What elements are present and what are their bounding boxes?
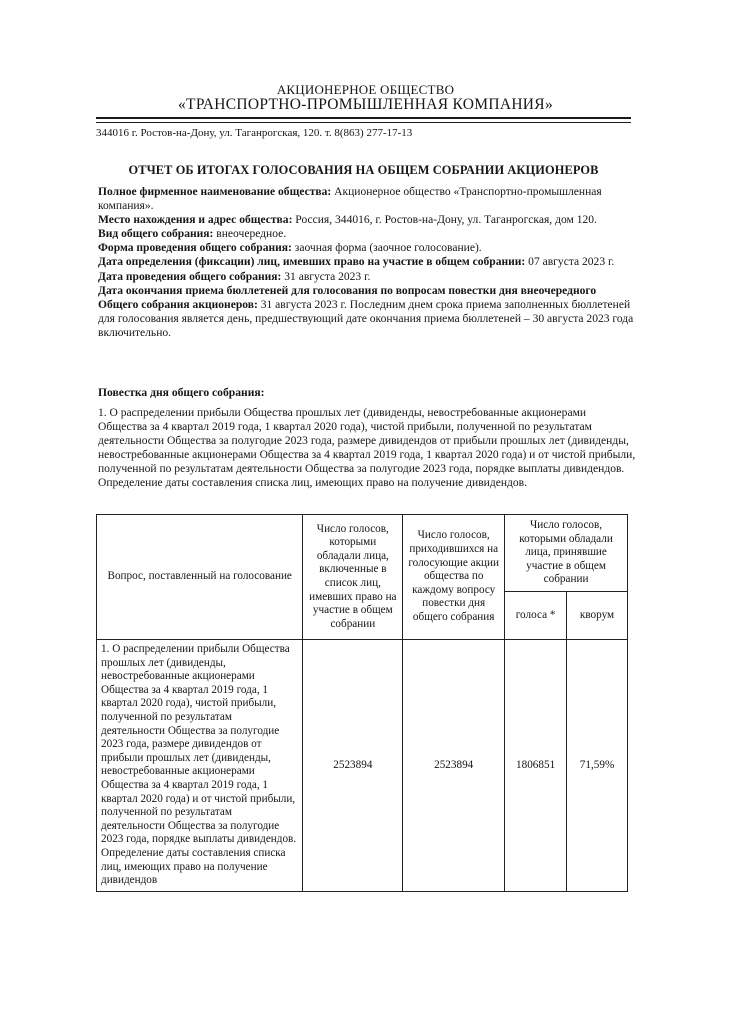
full-name-value: Акционерное общество «Транспортно-промышленная компания». xyxy=(98,186,602,213)
table-header-row xyxy=(97,515,628,592)
record-date-value: 07 августа 2023 г. xyxy=(525,256,615,269)
meeting-form-value: заочная форма (заочное голосование). xyxy=(291,242,482,255)
meeting-date-label: Дата проведения общего собрания: xyxy=(98,270,282,283)
meeting-info xyxy=(98,185,638,340)
header-rule-thick xyxy=(96,117,631,119)
header-question: Вопрос, поставленный на голосование xyxy=(97,515,303,640)
row-votes: 1806851 xyxy=(505,640,567,892)
meeting-date-value: 31 августа 2023 г. xyxy=(281,270,371,283)
row-votes-total: 2523894 xyxy=(303,640,403,892)
header-votes: голоса * xyxy=(505,591,567,639)
agenda-heading: Повестка дня общего собрания: xyxy=(98,386,265,399)
meeting-form-line xyxy=(98,241,638,255)
row-votes-per-item: 2523894 xyxy=(403,640,505,892)
meeting-date-line xyxy=(98,270,638,284)
row-quorum: 71,59% xyxy=(567,640,628,892)
org-address: 344016 г. Ростов-на-Дону, ул. Таганрогская, 120. т. 8(863) 277-17-13 xyxy=(96,127,413,139)
voting-results-table xyxy=(96,514,628,892)
location-label: Место нахождения и адрес общества: xyxy=(98,214,293,227)
row-question: 1. О распределении прибыли Общества прошлых лет (дивиденды, невостребованные акционерами Общества за 4 квартал 2019 года, 1 квартал 2020 года), чистой прибыли, полученной по результатам деятельности Общества за полугодие 2023 года, размере дивидендов от прибыли прошлых лет (дивиденды, невостребованные акционерами Общества за 4 квартал 2019 года, 1 квартал 2020 года) и от чистой прибыли, полученной по результатам деятельности Общества за полугодие 2023 года, порядке выплаты дивидендов. Определение даты составления списка лиц, имеющих право на получение дивидендов xyxy=(97,640,303,892)
full-name-line xyxy=(98,185,638,213)
org-type: АКЦИОНЕРНОЕ ОБЩЕСТВО xyxy=(276,82,455,97)
report-title: ОТЧЕТ ОБ ИТОГАХ ГОЛОСОВАНИЯ НА ОБЩЕМ СОБРАНИИ АКЦИОНЕРОВ xyxy=(128,163,599,177)
location-line xyxy=(98,213,638,227)
record-date-label: Дата определения (фиксации) лиц, имевших право на участие в общем собрании: xyxy=(98,256,526,269)
meeting-form-label: Форма проведения общего собрания: xyxy=(98,242,292,255)
ballot-deadline-line xyxy=(98,284,638,340)
org-name: «ТРАНСПОРТНО-ПРОМЫШЛЕННАЯ КОМПАНИЯ» xyxy=(178,96,553,113)
agenda-item-1: 1. О распределении прибыли Общества прошлых лет (дивиденды, невостребованные акционерами Общества за 4 квартал 2019 года, 1 квартал 2020 года), чистой прибыли, полученной по результатам деятельности Общества за полугодие 2023 года, размере дивидендов от прибыли прошлых лет (дивиденды, невостребованные акционерами Общества за 4 квартал 2019 года, 1 квартал 2020 года) и от чистой прибыли, полученной по результатам деятельности Общества за полугодие 2023 года, порядке выплаты дивидендов. Определение даты составления списка лиц, имеющих право на получение дивидендов. xyxy=(98,407,636,490)
location-value: Россия, 344016, г. Ростов-на-Дону, ул. Таганрогская, дом 120. xyxy=(292,214,597,227)
table-row xyxy=(97,640,628,892)
full-name-label: Полное фирменное наименование общества: xyxy=(98,186,332,198)
meeting-type-value: внеочередное. xyxy=(213,228,287,241)
ballot-deadline-value: 31 августа 2023 г. Последним днем срока приема заполненных бюллетеней для голосования является день, предшествующий дате окончания приема бюллетеней – 30 августа 2023 года включительно. xyxy=(98,298,634,339)
header-votes-total: Число голосов, которыми обладали лица, включенные в список лиц, имевших право на участие в общем собрании xyxy=(303,515,403,640)
meeting-type-line xyxy=(98,227,638,241)
agenda-body xyxy=(98,406,638,491)
header-rule-thin xyxy=(96,122,631,123)
header-votes-per-item: Число голосов, приходившихся на голосующие акции общества по каждому вопросу повестки дня общего собрания xyxy=(403,515,505,640)
header-quorum: кворум xyxy=(567,591,628,639)
record-date-line xyxy=(98,255,638,269)
header-votes-participated: Число голосов, которыми обладали лица, принявшие участие в общем собрании xyxy=(505,515,628,592)
meeting-type-label: Вид общего собрания: xyxy=(98,228,214,241)
ballot-deadline-label: Дата окончания приема бюллетеней для голосования по вопросам повестки дня внеочередного Общего собрания акционеров: xyxy=(98,284,597,311)
